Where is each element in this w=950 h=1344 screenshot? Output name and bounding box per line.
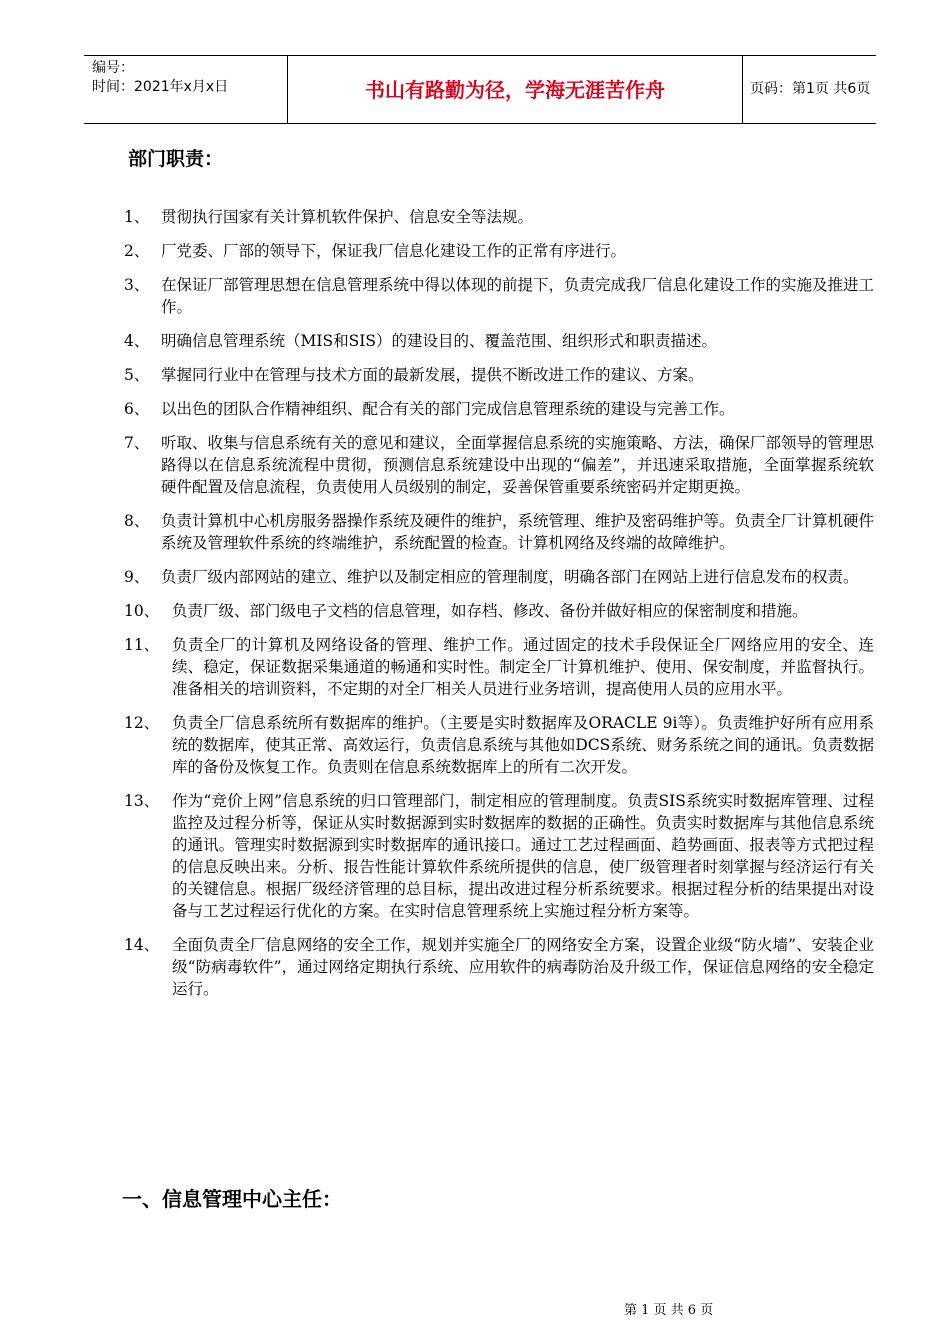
header-page-number: 页码：第1页 共6页	[750, 81, 871, 97]
duties-list	[124, 206, 874, 1000]
list-item-text: 负责厂级、部门级电子文档的信息管理，如存档、修改、备份并做好相应的保密制度和措施。	[172, 602, 808, 620]
list-item-number: 7、	[124, 434, 150, 452]
section2-title: 一、信息管理中心主任：	[122, 1187, 342, 1211]
list-item-text: 贯彻执行国家有关计算机软件保护、信息安全等法规。	[161, 208, 534, 226]
date-line: 时间：2021年x月x日	[92, 79, 229, 95]
list-item-number: 8、	[124, 512, 150, 530]
list-item-number: 2、	[124, 242, 150, 260]
list-item-text: 全面负责全厂信息网络的安全工作，规划并实施全厂的网络安全方案，设置企业级“防火墙”、安装企业级“防病毒软件”，通过网络定期执行系统、应用软件的病毒防治及升级工作，保证信息网络的安全稳定运行。	[172, 936, 874, 998]
list-item-number: 1、	[124, 208, 150, 226]
list-item-number: 14、	[124, 936, 160, 954]
list-item	[124, 600, 874, 622]
list-item-text: 厂党委、厂部的领导下，保证我厂信息化建设工作的正常有序进行。	[161, 242, 627, 260]
list-item-number: 12、	[124, 714, 160, 732]
header-motto-cell	[287, 56, 743, 123]
list-item-text: 听取、收集与信息系统有关的意见和建议，全面掌握信息系统的实施策略、方法，确保厂部领导的管理思路得以在信息系统流程中贯彻，预测信息系统建设中出现的“偏差”，并迅速采取措施，全面掌握系统软硬件配置及信息流程，负责使用人员级别的制定，妥善保管重要系统密码并定期更换。	[161, 434, 875, 496]
list-item-number: 5、	[124, 366, 150, 384]
list-item	[124, 398, 874, 420]
header-page-cell	[742, 56, 876, 123]
list-item-number: 6、	[124, 400, 150, 418]
list-item-text: 明确信息管理系统（MIS和SIS）的建设目的、覆盖范围、组织形式和职责描述。	[161, 332, 717, 350]
list-item	[124, 274, 874, 318]
page-footer: 第 1 页 共 6 页	[624, 1303, 714, 1318]
list-item	[124, 432, 874, 498]
list-item-number: 11、	[124, 636, 160, 654]
section-title: 部门职责：	[128, 148, 224, 170]
list-item-text: 负责全厂信息系统所有数据库的维护。（主要是实时数据库及ORACLE 9i等）。负责维护好所有应用系统的数据库，使其正常、高效运行，负责信息系统与其他如DCS系统、财务系统之间的通讯。负责数据库的备份及恢复工作。负责则在信息系统数据库上的所有二次开发。	[172, 714, 874, 776]
list-item-number: 13、	[124, 792, 160, 810]
list-item-text: 负责厂级内部网站的建立、维护以及制定相应的管理制度，明确各部门在网站上进行信息发布的权责。	[161, 568, 859, 586]
list-item	[124, 934, 874, 1000]
list-item	[124, 712, 874, 778]
list-item	[124, 510, 874, 554]
list-item	[124, 240, 874, 262]
list-item-text: 掌握同行业中在管理与技术方面的最新发展，提供不断改进工作的建议、方案。	[161, 366, 704, 384]
list-item-text: 负责全厂的计算机及网络设备的管理、维护工作。通过固定的技术手段保证全厂网络应用的安全、连续、稳定，保证数据采集通道的畅通和实时性。制定全厂计算机维护、使用、保安制度，并监督执行。准备相关的培训资料，不定期的对全厂相关人员进行业务培训，提高使用人员的应用水平。	[172, 636, 874, 698]
list-item-number: 3、	[124, 276, 150, 294]
list-item	[124, 364, 874, 386]
list-item	[124, 634, 874, 700]
header-motto: 书山有路勤为径，学海无涯苦作舟	[365, 78, 665, 102]
list-item-text: 在保证厂部管理思想在信息管理系统中得以体现的前提下，负责完成我厂信息化建设工作的实施及推进工作。	[161, 276, 875, 316]
list-item-text: 作为“竞价上网”信息系统的归口管理部门，制定相应的管理制度。负责SIS系统实时数据库管理、过程监控及过程分析等，保证从实时数据源到实时数据库的数据的正确性。负责实时数据库与其他信息系统的通讯。管理实时数据源到实时数据库的通讯接口。通过工艺过程画面、趋势画面、报表等方式把过程的信息反映出来。分析、报告性能计算软件系统所提供的信息，使厂级管理者时刻掌握与经济运行有关的关键信息。根据厂级经济管理的总目标，提出改进过程分析系统要求。根据过程分析的结果提出对设备与工艺过程运行优化的方案。在实时信息管理系统上实施过程分析方案等。	[172, 792, 874, 920]
list-item	[124, 330, 874, 352]
list-item	[124, 206, 874, 228]
list-item	[124, 790, 874, 922]
list-item-number: 10、	[124, 602, 160, 620]
page-header	[84, 55, 876, 124]
list-item-text: 负责计算机中心机房服务器操作系统及硬件的维护，系统管理、维护及密码维护等。负责全厂计算机硬件系统及管理软件系统的终端维护，系统配置的检查。计算机网络及终端的故障维护。	[161, 512, 875, 552]
doc-number-label: 编号：	[92, 60, 134, 76]
list-item-text: 以出色的团队合作精神组织、配合有关的部门完成信息管理系统的建设与完善工作。	[161, 400, 735, 418]
list-item	[124, 566, 874, 588]
header-left-cell	[84, 56, 287, 123]
list-item-number: 9、	[124, 568, 150, 586]
list-item-number: 4、	[124, 332, 150, 350]
